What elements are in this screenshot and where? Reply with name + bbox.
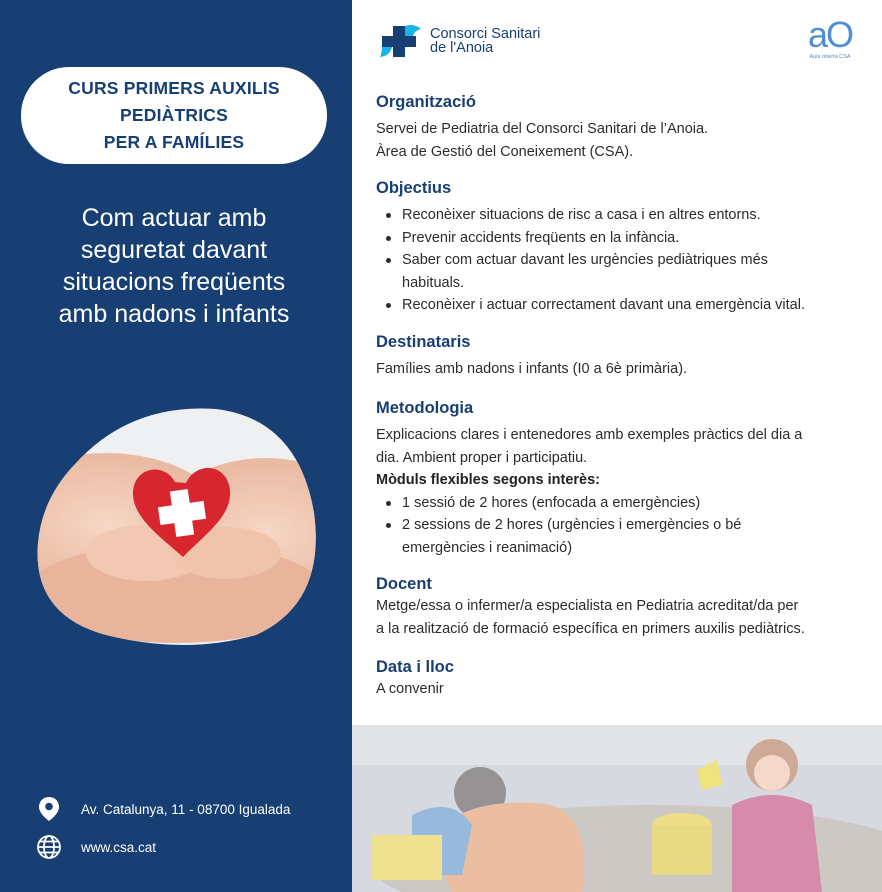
section-text: Servei de Pediatria del Consorci Sanitari de l’Anoia. xyxy=(376,121,709,137)
section-heading: Destinataris xyxy=(376,332,471,351)
brand-name-line: Consorci Sanitari xyxy=(430,26,541,42)
section-text: Àrea de Gestió del Coneixement (CSA). xyxy=(376,143,634,160)
aula-oberta-logo xyxy=(799,16,861,60)
section-organitzacio xyxy=(376,91,856,163)
section-text: Famílies amb nadons i infants (I0 a 6è primària). xyxy=(376,360,688,377)
section-text: dia. Ambient proper i participatiu. xyxy=(376,449,588,466)
aula-oberta-mark: aO xyxy=(807,14,853,55)
section-objectius xyxy=(376,177,856,317)
headline-line: situacions freqüents xyxy=(62,268,286,296)
section-text: a la realització de formació específica en primers auxilis pediàtrics. xyxy=(376,620,805,637)
section-docent xyxy=(376,573,856,640)
csa-logo xyxy=(376,22,540,60)
section-data-lloc xyxy=(376,656,856,701)
modules-label: Mòduls flexibles segons interès: xyxy=(376,472,600,488)
list-item: Reconèixer i actuar correctament davant una emergència vital. xyxy=(376,294,856,317)
children-playing-photo xyxy=(352,725,882,892)
website-link[interactable]: www.csa.cat xyxy=(81,839,157,855)
left-panel xyxy=(0,0,352,892)
list-item: Reconèixer situacions de risc a casa i en altres entorns. xyxy=(376,204,856,227)
headline-line: amb nadons i infants xyxy=(58,300,290,328)
list-item: Saber com actuar davant les urgències pediàtriques més habituals. xyxy=(376,249,822,294)
website-row xyxy=(36,834,156,860)
list-item: 1 sessió de 2 hores (enfocada a emergències) xyxy=(376,492,856,515)
course-title-badge xyxy=(21,67,327,164)
location-pin-icon xyxy=(36,796,62,822)
course-details xyxy=(376,91,856,701)
section-heading: Metodologia xyxy=(376,399,474,417)
list-item: Prevenir accidents freqüents en la infància. xyxy=(376,227,856,250)
address-row xyxy=(36,796,290,822)
section-heading: Organització xyxy=(376,93,476,111)
section-metodologia xyxy=(376,397,856,559)
section-destinataris xyxy=(376,331,856,381)
headline xyxy=(22,202,326,330)
csa-cross-icon xyxy=(376,22,422,60)
address-text: Av. Catalunya, 11 - 08700 Igualada xyxy=(81,801,291,817)
section-heading: Docent xyxy=(376,575,432,593)
section-text: Explicacions clares i entenedores amb exemples pràctics del dia a xyxy=(376,427,803,443)
section-text: A convenir xyxy=(376,681,444,697)
brand-name-line: de l'Anoia xyxy=(430,40,494,56)
section-heading: Data i lloc xyxy=(376,658,454,676)
hands-heart-photo xyxy=(36,403,318,647)
headline-line: seguretat davant xyxy=(80,236,268,264)
right-panel xyxy=(352,0,882,892)
list-item: 2 sessions de 2 hores (urgències i emergències o bé emergències i reanimació) xyxy=(376,514,782,559)
section-text: Metge/essa o infermer/a especialista en Pediatria acreditat/da per xyxy=(376,598,799,614)
headline-line: Com actuar amb xyxy=(81,204,267,232)
course-title-line: PER A FAMÍLIES xyxy=(103,132,245,152)
course-title-line: CURS PRIMERS AUXILIS xyxy=(68,78,280,98)
globe-icon xyxy=(36,834,62,860)
course-title-line: PEDIÀTRICS xyxy=(120,105,228,125)
aula-oberta-caption: Aula oberta CSA xyxy=(809,54,851,60)
section-heading: Objectius xyxy=(376,179,452,197)
